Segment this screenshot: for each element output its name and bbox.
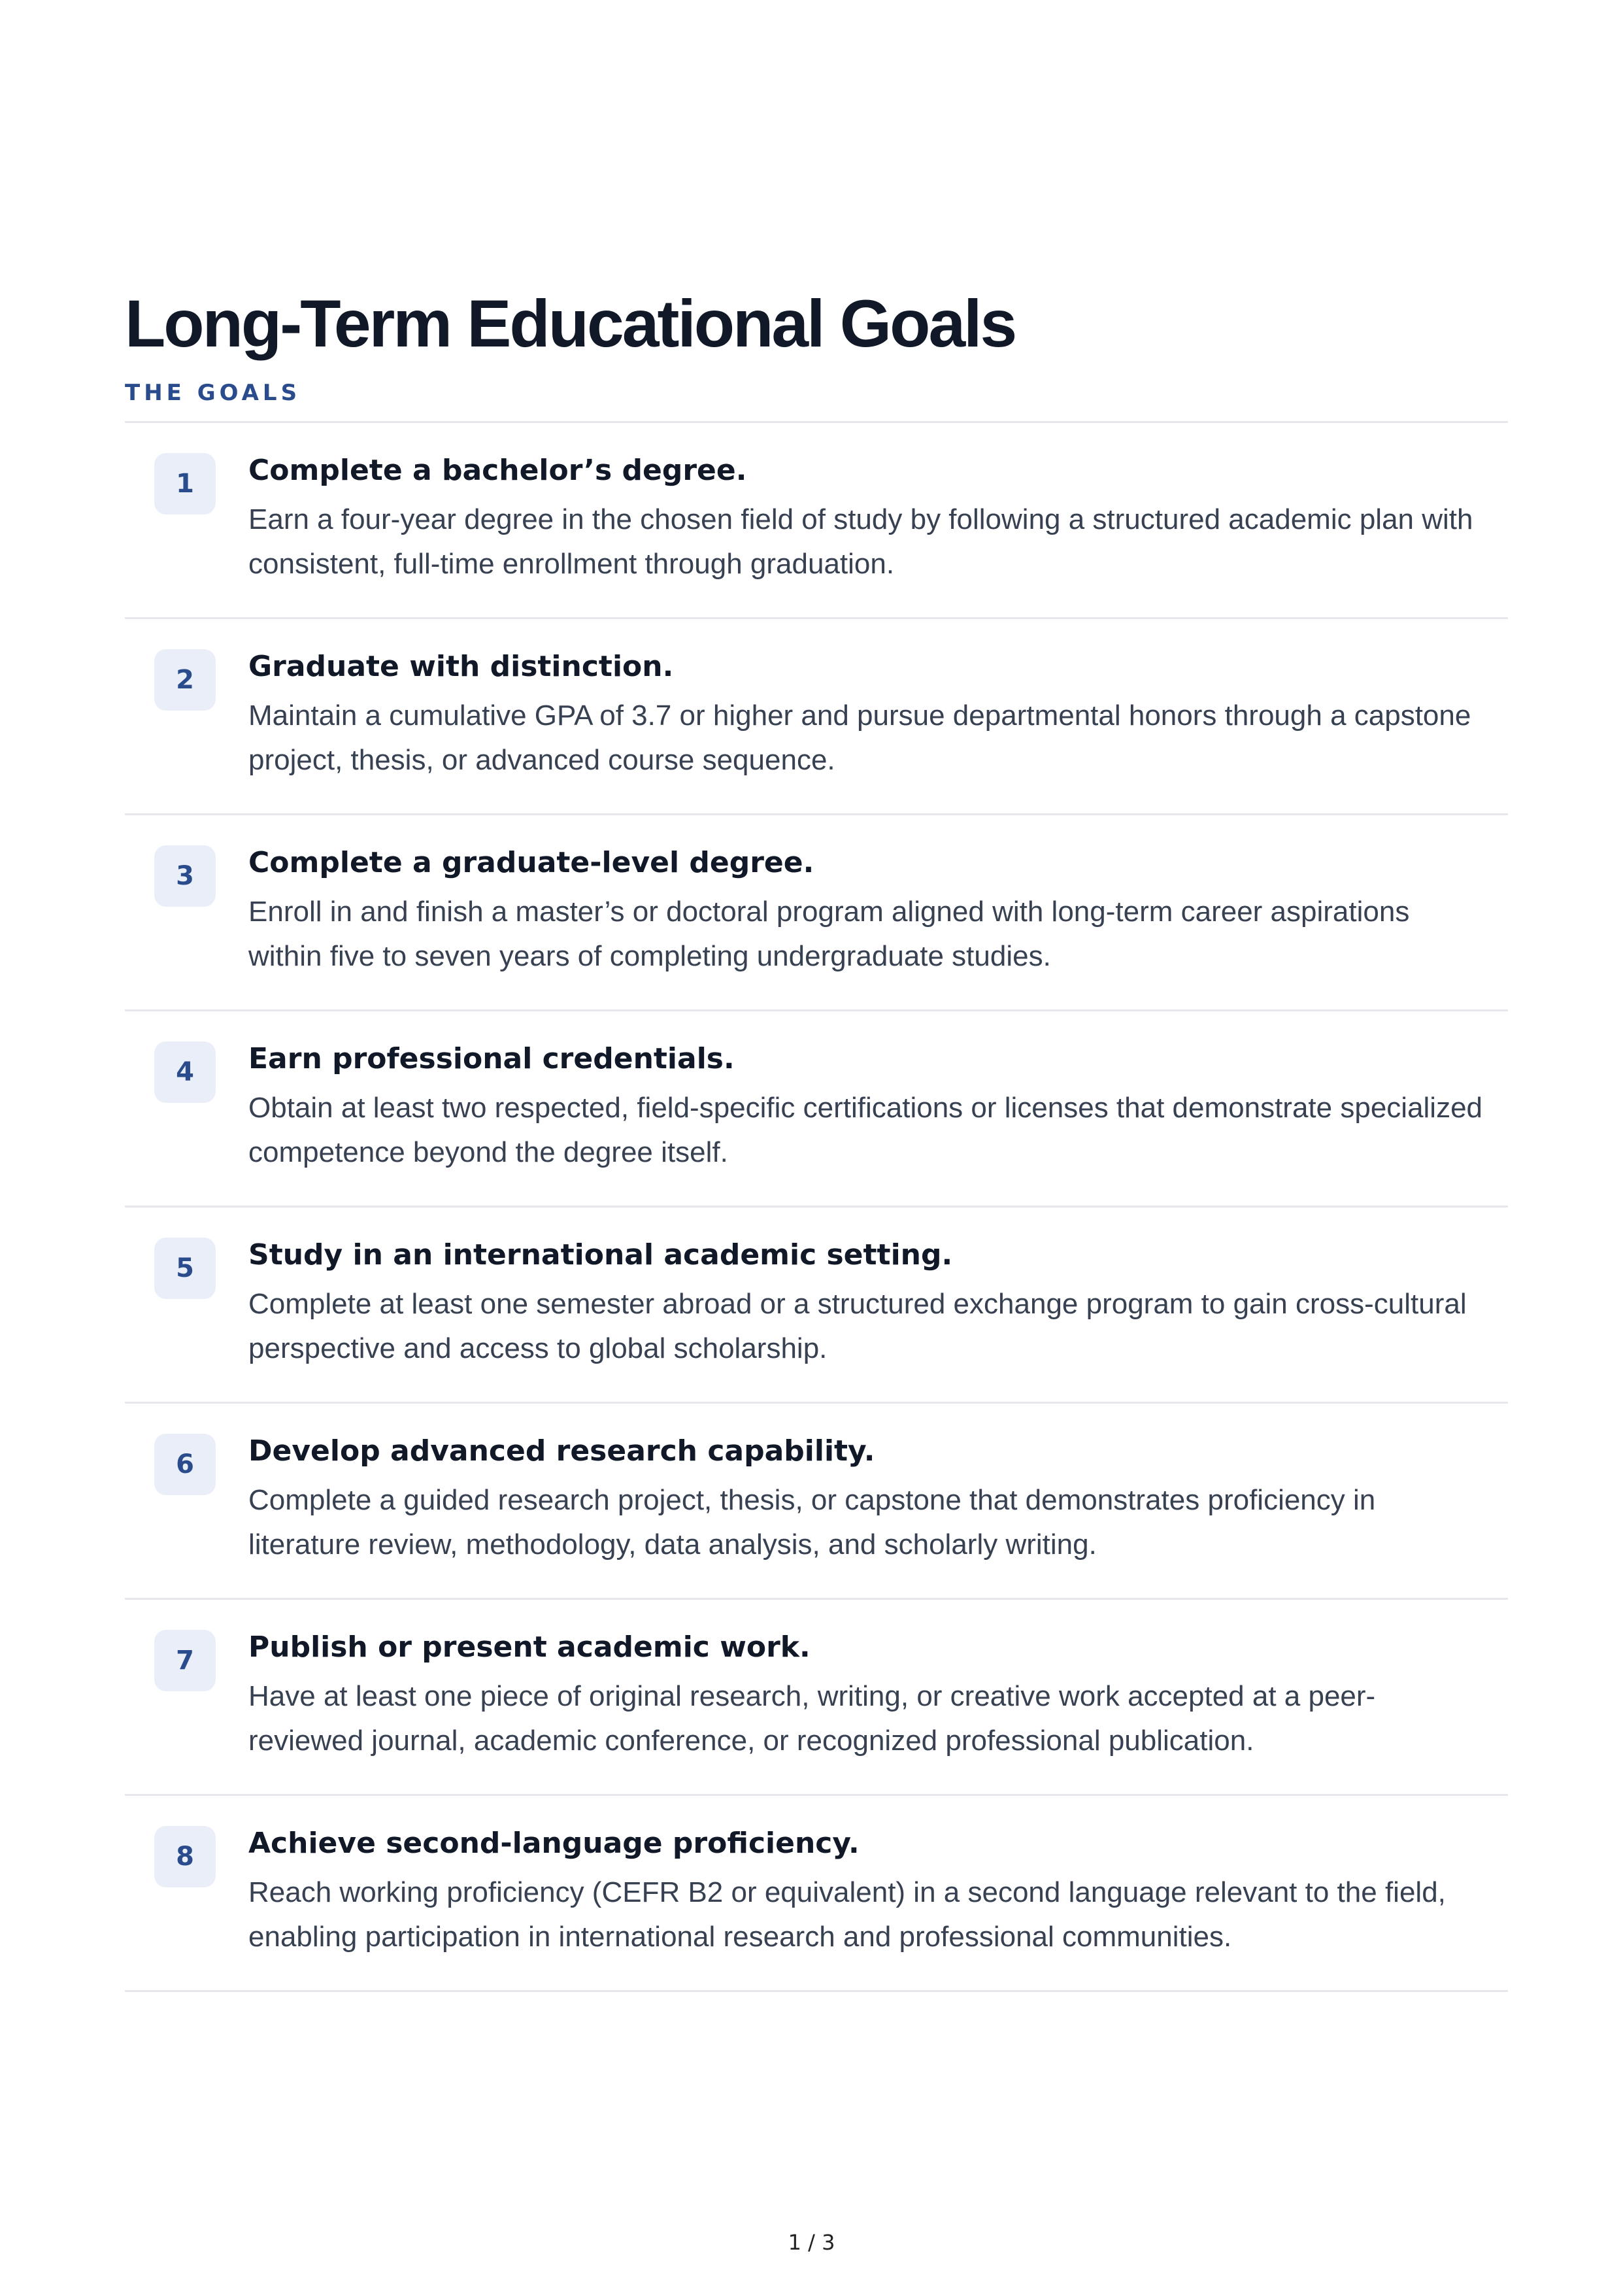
- page-title: Long-Term Educational Goals: [125, 286, 1016, 361]
- goal-number-badge: 4: [154, 1041, 216, 1103]
- goal-title: Graduate with distinction.: [248, 650, 674, 683]
- document-page: [125, 282, 1508, 1992]
- goal-description: Maintain a cumulative GPA of 3.7 or higher and pursue departmental honors through a capstone project, thesis, or advanced course sequence.: [248, 700, 1471, 776]
- goal-title: Complete a bachelor’s degree.: [248, 454, 747, 487]
- goal-item: [125, 619, 1508, 815]
- goal-item: [125, 1796, 1508, 1992]
- section-label: THE GOALS: [125, 380, 301, 406]
- goal-item: [125, 1011, 1508, 1207]
- goal-content: [248, 1432, 1488, 1567]
- goal-number-badge: 6: [154, 1434, 216, 1495]
- goal-item: [125, 423, 1508, 619]
- goal-content: [248, 1236, 1488, 1371]
- page-number: 1 / 3: [788, 2230, 835, 2255]
- goal-content: [248, 1825, 1488, 1959]
- goal-content: [248, 844, 1488, 979]
- goal-content: [248, 452, 1488, 586]
- goal-item: [125, 815, 1508, 1011]
- goal-item: [125, 1600, 1508, 1796]
- goal-number-badge: 8: [154, 1826, 216, 1887]
- goal-number-badge: 3: [154, 845, 216, 907]
- goal-description: Have at least one piece of original research, writing, or creative work accepted at a peer-reviewed journal, academic conference, or recognized professional publication.: [248, 1680, 1376, 1757]
- goal-content: [248, 1040, 1488, 1175]
- goal-list: [125, 421, 1508, 1992]
- goal-description: Earn a four-year degree in the chosen field of study by following a structured academic plan with consistent, full-time enrollment through graduation.: [248, 503, 1473, 580]
- goal-item: [125, 1404, 1508, 1600]
- goal-number-badge: 2: [154, 649, 216, 711]
- goal-title: Develop advanced research capability.: [248, 1434, 875, 1468]
- goal-content: [248, 1629, 1488, 1763]
- goal-title: Achieve second-language proficiency.: [248, 1827, 860, 1860]
- goal-description: Complete at least one semester abroad or a structured exchange program to gain cross-cultural perspective and access to global scholarship.: [248, 1288, 1467, 1364]
- goal-description: Reach working proficiency (CEFR B2 or equivalent) in a second language relevant to the field, enabling participation in international research and professional communities.: [248, 1876, 1446, 1953]
- goal-title: Publish or present academic work.: [248, 1630, 811, 1664]
- goal-number-badge: 7: [154, 1630, 216, 1691]
- goal-number-badge: 5: [154, 1238, 216, 1299]
- goal-description: Obtain at least two respected, field-specific certifications or licenses that demonstrate specialized competence beyond the degree itself.: [248, 1092, 1483, 1168]
- goal-description: Complete a guided research project, thesis, or capstone that demonstrates proficiency in literature review, methodology, data analysis, and scholarly writing.: [248, 1484, 1376, 1561]
- goal-title: Earn professional credentials.: [248, 1042, 735, 1075]
- goal-number-badge: 1: [154, 453, 216, 515]
- goal-title: Study in an international academic setting.: [248, 1238, 953, 1272]
- goal-description: Enroll in and finish a master’s or doctoral program aligned with long-term career aspirations within five to seven years of completing undergraduate studies.: [248, 896, 1410, 972]
- goal-title: Complete a graduate-level degree.: [248, 846, 814, 879]
- goal-content: [248, 648, 1488, 783]
- goal-item: [125, 1207, 1508, 1404]
